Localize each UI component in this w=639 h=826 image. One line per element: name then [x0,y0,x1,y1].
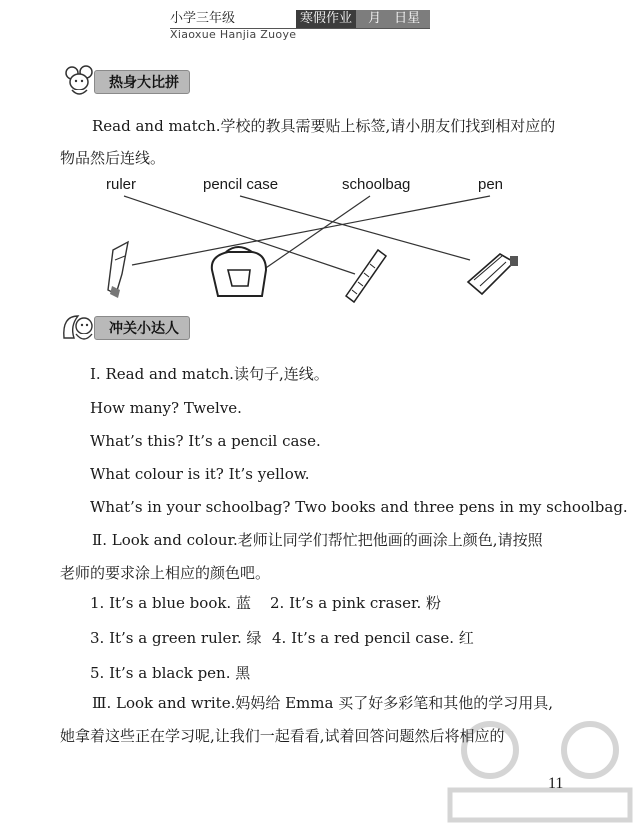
watermark-graphic [430,720,639,826]
match-line-pencil-case [240,196,470,260]
section-warmup-badge [60,70,190,94]
pencil-case-icon [468,254,518,294]
colour-item-1: 1. It’s a blue book. 蓝 [90,594,251,612]
part2-line1: Ⅱ. Look and colour.老师让同学们帮忙把他画的画涂上颜色,请按照 [92,531,543,549]
page-number: 11 [548,775,564,792]
colour-item-4: 4. It’s a red pencil case. 红 [272,629,474,647]
ruler-icon [346,250,386,302]
match-line-pen [132,196,490,265]
sentence-2: What’s this? It’s a pencil case. [90,432,321,450]
header-date: 月 日星期 [296,11,421,44]
header-highlight: 寒假作业 [296,10,356,28]
sentence-4: What’s in your schoolbag? Two books and three pens in my schoolbag. [90,498,628,516]
sentence-1: How many? Twelve. [90,399,242,417]
header-date-box [296,10,430,44]
header-grade: 小学三年级 [170,10,296,28]
matching-figure [0,190,639,310]
schoolbag-icon [212,247,266,296]
part1-title: Ⅰ. Read and match.读句子,连线。 [90,365,329,383]
colour-item-3: 3. It’s a green ruler. 绿 [90,629,262,647]
word-schoolbag: schoolbag [342,176,411,193]
part2-line2: 老师的要求涂上相应的颜色吧。 [60,564,271,582]
word-ruler: ruler [106,176,137,193]
warmup-instruction-line2: 物品然后连线。 [60,149,166,167]
word-pencil-case: pencil case [203,176,279,193]
colour-item-2: 2. It’s a pink craser. 粉 [270,594,442,612]
sentence-3: What colour is it? It’s yellow. [90,465,310,483]
section-challenge-badge [60,316,190,340]
header-subtitle: Xiaoxue Hanjia Zuoye [170,28,297,41]
colour-item-5: 5. It’s a black pen. 黑 [90,664,251,682]
warmup-instruction-line1: Read and match.学校的教具需要贴上标签,请小朋友们找到相对应的 [92,117,556,135]
pen-icon [108,242,128,298]
section-challenge-title: 冲关小达人 [94,316,190,340]
part3-line2: 她拿着这些正在学习呢,让我们一起看看,试着回答问题然后将相应的 [60,727,505,745]
part3-line1: Ⅲ. Look and write.妈妈给 Emma 买了好多彩笔和其他的学习用具, [92,694,553,712]
word-pen: pen [478,176,504,193]
section-warmup-title: 热身大比拼 [94,70,190,94]
